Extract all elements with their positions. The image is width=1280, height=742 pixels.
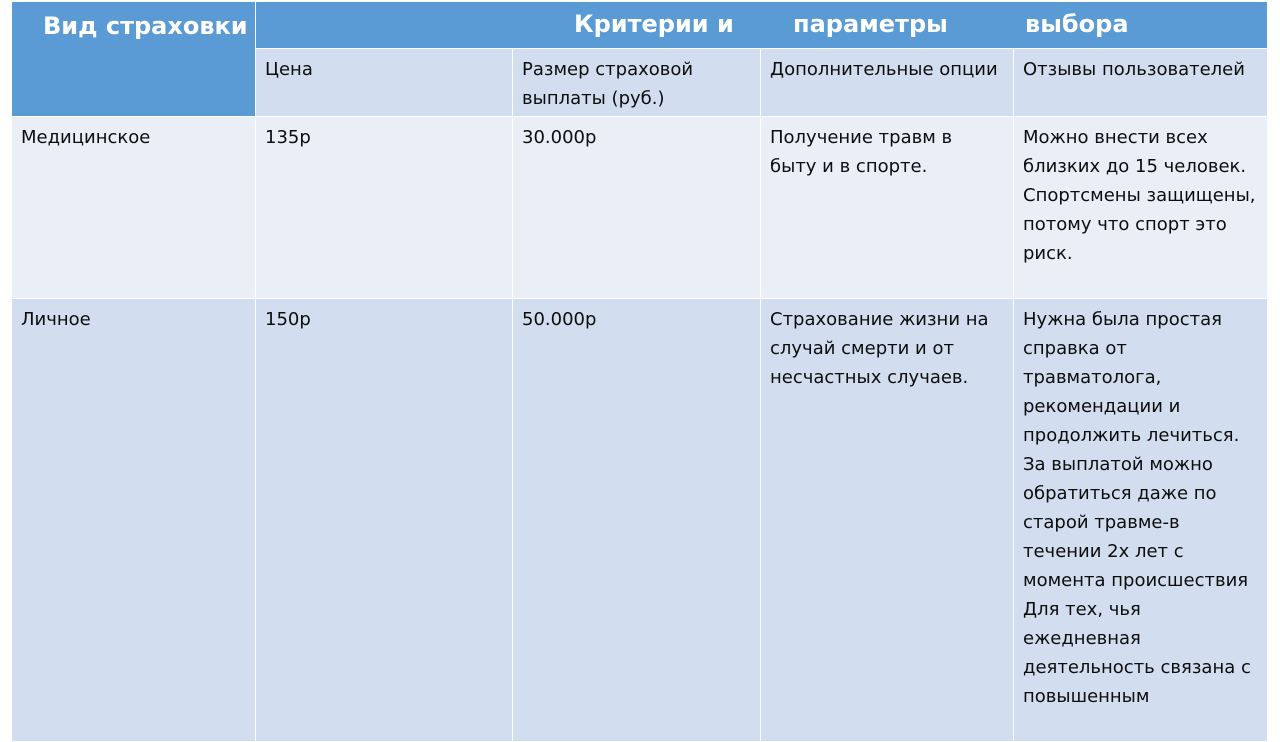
row-2-price: 150р	[256, 299, 513, 742]
header-criteria-word-2: параметры	[793, 10, 948, 38]
column-header-reviews: Отзывы пользователей	[1014, 49, 1268, 117]
column-header-options: Дополнительные опции	[761, 49, 1014, 117]
header-criteria-word-1: Критерии и	[574, 10, 734, 38]
row-1-payout: 30.000р	[513, 117, 761, 299]
row-2-reviews: Нужна была простая справка от травматолога, рекомендации и продолжить лечиться. За выплатой можно обратиться даже по старой травме-в течении 2х лет с момента происшествия Для тех, чья ежедневная деятельность связана с повышенным	[1014, 299, 1268, 742]
row-2-type: Личное	[12, 299, 256, 742]
row-1-reviews: Можно внести всех близких до 15 человек. Спортсмены защищены, потому что спорт это риск.	[1014, 117, 1268, 299]
row-1-options: Получение травм в быту и в спорте.	[761, 117, 1014, 299]
row-1-price: 135р	[256, 117, 513, 299]
insurance-comparison-table	[12, 2, 1268, 742]
column-header-payout: Размер страховой выплаты (руб.)	[513, 49, 761, 117]
row-2-payout: 50.000р	[513, 299, 761, 742]
header-insurance-type: Вид страховки	[12, 2, 256, 117]
row-1-type: Медицинское	[12, 117, 256, 299]
header-criteria	[256, 2, 1268, 49]
row-2-options: Страхование жизни на случай смерти и от несчастных случаев.	[761, 299, 1014, 742]
column-header-price: Цена	[256, 49, 513, 117]
header-criteria-word-3: выбора	[1025, 10, 1129, 38]
